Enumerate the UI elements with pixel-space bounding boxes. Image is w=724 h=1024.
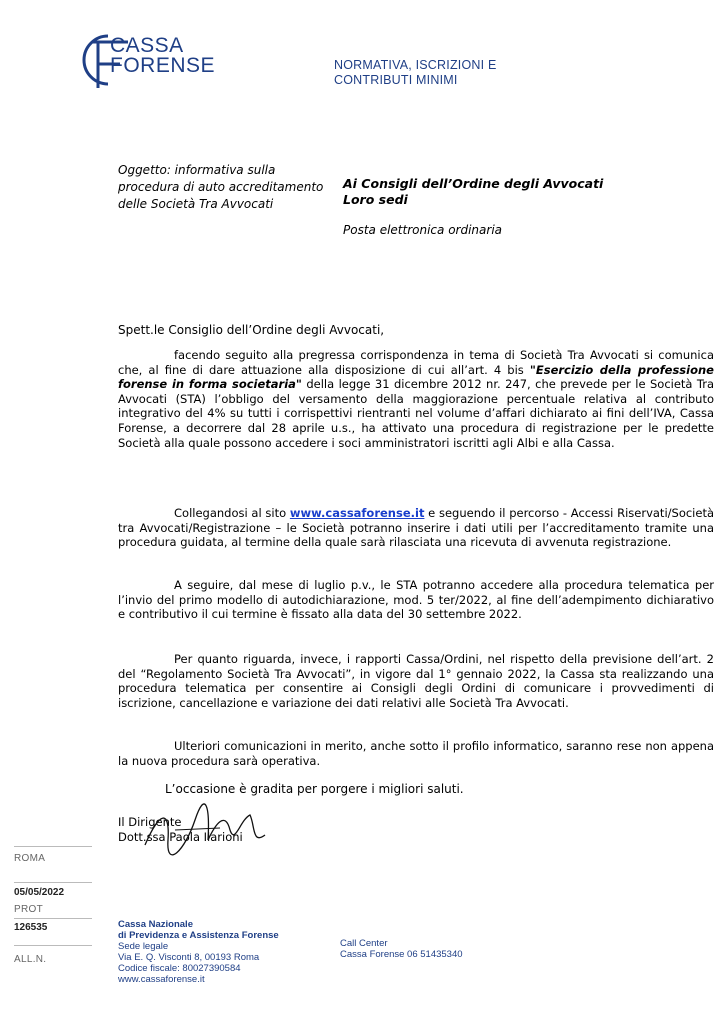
department-line-2: CONTRIBUTI MINIMI [334,73,458,87]
paragraph-1-text [118,348,714,450]
department-line-1: NORMATIVA, ISCRIZIONI E [334,58,497,72]
paragraph-3 [118,578,714,622]
footer-org-line-1: Cassa Nazionale [118,919,193,930]
recipients-block [343,176,603,208]
subject-line-1: Oggetto: informativa sulla [118,163,276,177]
logo-wordmark [110,36,215,76]
footer-website: www.cassaforense.it [118,974,205,985]
logo-line-2: FORENSE [110,54,216,77]
paragraph-1-part-b: della legge 31 dicembre 2012 nr. 247, che prevede per le Società Tra Avvocati (STA) l’obbligo del versamento della maggiorazione percentuale relativa al contributo integrativo del 4% su tutti i corrispettivi rientranti nel volume d’affari dichiarato ai fini dell’IVA, Cassa Forense, a decorrere dal 28 aprile u.s., ha attivato una procedura di registrazione per le predette Società alla quale possono accedere i soci amministratori iscritti agli Albi e alla Cassa. [118,377,715,450]
recipient-line-1: Ai Consigli dell’Ordine degli Avvocati [343,176,604,191]
subject-line-3: delle Società Tra Avvocati [118,197,274,211]
subject-block [118,162,338,213]
call-center-label: Call Center [340,938,388,949]
call-center-phone: Cassa Forense 06 51435340 [340,949,463,960]
logo-line-1: CASSA [110,34,184,57]
paragraph-5 [118,739,714,768]
protocol-label: PROT [14,904,43,915]
stamp-divider [14,918,92,919]
cassaforense-link[interactable]: www.cassaforense.it [289,506,425,520]
paragraph-1 [118,348,714,450]
paragraph-1-part-a: facendo seguito alla pregressa corrispondenza in tema di Società Tra Avvocati si comunica che, al fine di dare attuazione alla disposizione di cui all’art. 4 bis [118,348,714,377]
paragraph-2-part-a: Collegandosi al sito [174,506,290,520]
stamp-divider [14,846,92,847]
paragraph-5-text: Ulteriori comunicazioni in merito, anche sotto il profilo informatico, saranno rese non appena la nuova procedura sarà operativa. [118,739,714,768]
delivery-method: Posta elettronica ordinaria [343,223,502,237]
signer-title: Il Dirigente [118,815,182,829]
paragraph-4-text: Per quanto riguarda, invece, i rapporti Cassa/Ordini, nel rispetto della previsione dell’art. 2 del “Regolamento Società Tra Avvocati”, in vigore dal 1° gennaio 2022, la Cassa sta realizzando una procedura telematica per consentire ai Consigli degli Ordini di comunicare i provvedimenti di iscrizione, cancellazione e variazione dei dati relativi alle Società Tra Avvocati. [118,652,714,710]
department-header [334,58,496,88]
paragraph-4 [118,652,714,710]
protocol-date: 05/05/2022 [14,887,65,898]
handwritten-signature-icon [140,800,290,860]
law-title-emphasis: "Esercizio della professione forense in forma societaria" [118,362,714,392]
footer-org-line-2: di Previdenza e Assistenza Forense [118,930,279,941]
footer-organization [118,919,279,985]
footer-tax-code: Codice fiscale: 80027390584 [118,963,241,974]
paragraph-2 [118,506,714,550]
salutation: Spett.le Consiglio dell’Ordine degli Avvocati, [118,323,385,337]
stamp-divider [14,882,92,883]
closing-line: L’occasione è gradita per porgere i migliori saluti. [165,782,464,796]
paragraph-3-text: A seguire, dal mese di luglio p.v., le STA potranno accedere alla procedura telematica per l’invio del primo modello di autodichiarazione, mod. 5 ter/2022, al fine dell’adempimento dichiarativo e contributivo il cui termine è fissato alla data del 30 settembre 2022. [118,578,714,622]
signer-name: Dott.ssa Paola Ilarioni [118,830,243,844]
footer-sede-label: Sede legale [118,941,169,952]
stamp-divider [14,945,92,946]
subject-line-2: procedura di auto accreditamento [118,180,324,194]
recipient-line-2: Loro sedi [343,192,408,207]
stamp-city-label: ROMA [14,853,46,864]
footer-call-center [340,938,463,960]
footer-address: Via E. Q. Visconti 8, 00193 Roma [118,952,260,963]
protocol-number: 126535 [14,922,48,933]
paragraph-2-text [118,506,714,550]
paragraph-2-part-b: e seguendo il percorso - Accessi Riservati/Società tra Avvocati/Registrazione – le Società potranno inserire i dati utili per l’accreditamento tramite una procedura guidata, al termine della quale sarà rilasciata una ricevuta di avvenuta registrazione. [118,506,714,550]
attachments-label: ALL.N. [14,954,47,965]
